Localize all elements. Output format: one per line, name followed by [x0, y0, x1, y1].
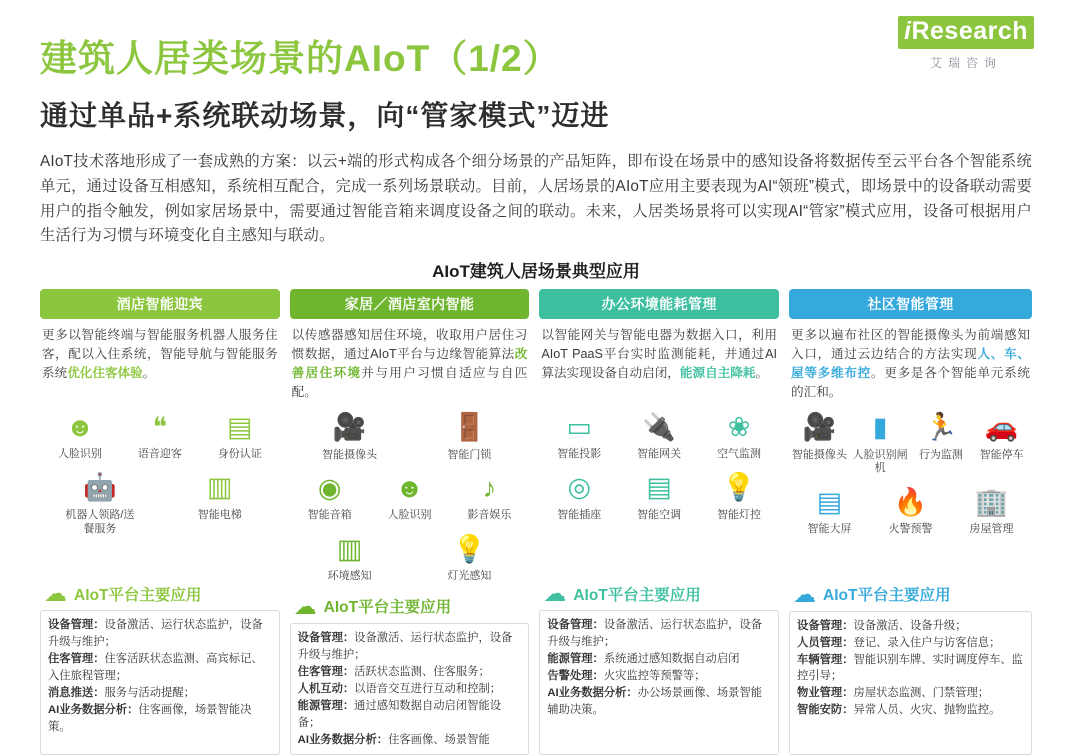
- bullet-text: 系统通过感知数据自动启闭: [603, 652, 740, 665]
- column-description: [290, 326, 530, 403]
- desc-tail: 。: [755, 366, 769, 381]
- smart-speaker-icon: ◉: [317, 472, 342, 503]
- icon-caption: 智能电梯: [197, 508, 242, 521]
- icon-caption: 智能投影: [557, 448, 602, 461]
- column-description: [789, 326, 1032, 403]
- list-item: [48, 617, 272, 651]
- bullet-text: 通过感知数据自动启闭智能设备；: [297, 699, 502, 729]
- icon-row: [290, 409, 530, 463]
- list-item: [48, 651, 272, 685]
- smart-projector-icon: ▭: [566, 411, 593, 442]
- bullet-text: 房屋状态监测、门禁管理；: [853, 687, 990, 700]
- column-description: [539, 326, 779, 402]
- list-item: [797, 702, 1024, 719]
- robot-guide-icon: 🤖: [83, 472, 117, 503]
- bullet-key: 住客管理：: [48, 652, 105, 665]
- page-title: 建筑人居类场景的AIoT（1/2）: [40, 38, 561, 79]
- icon-caption: 影音娱乐: [467, 509, 512, 522]
- list-item: [48, 685, 272, 702]
- bullet-text: 设备激活、运行状态监护，设备升级与维护；: [547, 619, 763, 648]
- smart-camera-icon: 🎥: [802, 412, 837, 443]
- list-item: [547, 651, 771, 668]
- platform-bar: [40, 582, 280, 605]
- list-item: [797, 635, 1024, 652]
- bullet-text: 设备激活、运行状态监护，设备升级与维护；: [48, 619, 263, 648]
- icon-caption: 智能门锁: [447, 448, 492, 461]
- icon-face-recognition: [42, 408, 118, 462]
- list-item: [547, 617, 771, 651]
- icon-smart-screen: [792, 483, 868, 537]
- platform-bar: [290, 592, 530, 619]
- icon-area: [539, 408, 779, 578]
- bullet-key: 物业管理：: [797, 687, 854, 700]
- icon-caption: 智能灯控: [717, 508, 762, 521]
- icon-caption: 房屋管理: [969, 523, 1014, 536]
- icon-smart-ac: [621, 469, 697, 523]
- list-item: [298, 630, 522, 664]
- column-office-energy: [539, 289, 779, 755]
- smart-elevator-icon: ▥: [206, 472, 233, 503]
- bullet-key: AI业务数据分析：: [48, 703, 139, 716]
- column-header: 社区智能管理: [789, 289, 1032, 319]
- desc-tail: 并与用户习惯自适应与自匹配。: [291, 366, 528, 400]
- platform-label: AIoT平台主要应用: [573, 586, 701, 604]
- icon-smart-projector: [541, 408, 617, 462]
- light-control-icon: 💡: [452, 533, 487, 564]
- column-header: 家居／酒店室内智能: [290, 289, 530, 319]
- bullet-text: 住客画像，场景智能决策。: [48, 703, 252, 733]
- icon-caption: 人脸识别闸机: [852, 448, 908, 475]
- bullet-text: 服务与活动提醒；: [104, 686, 195, 699]
- face-gate-icon: ▮: [872, 412, 888, 443]
- house-management-icon: 🏢: [974, 486, 1009, 517]
- desc-plain: 更多以智能终端与智能服务机器人服务住客，配以入住系统，智能导航与智能服务系统: [42, 328, 278, 381]
- icon-smart-lock: [431, 409, 507, 463]
- icon-row: [290, 530, 530, 584]
- icon-row: [539, 408, 779, 462]
- column-header: 酒店智能迎宾: [40, 289, 280, 319]
- bullet-key: 智能安防：: [797, 704, 854, 717]
- bullet-key: 设备管理：: [797, 619, 854, 632]
- icon-environment-sensing: [312, 530, 388, 584]
- icon-area: [789, 409, 1032, 579]
- icon-caption: 人脸识别: [387, 509, 432, 522]
- bullet-text: 设备激活、运行状态监护，设备升级与维护；: [297, 631, 513, 661]
- icon-caption: 行为监测: [918, 448, 963, 461]
- smart-ac-icon: ▤: [646, 472, 672, 503]
- platform-label: AIoT平台主要应用: [74, 586, 202, 604]
- icon-caption: 火警预警: [888, 523, 933, 536]
- logo-letter-i: i: [904, 17, 912, 45]
- bullet-text: 以语音交互进行互动和控制；: [354, 682, 502, 695]
- platform-bar: [539, 582, 779, 605]
- bullet-key: 设备管理：: [547, 619, 604, 632]
- column-description: [40, 326, 280, 402]
- desc-highlight: 能源自主降耗: [679, 366, 756, 381]
- smart-camera-icon: 🎥: [332, 412, 367, 443]
- icon-caption: 智能插座: [557, 508, 602, 521]
- icon-smart-camera: [312, 409, 388, 463]
- face-recognition-icon: ☻: [395, 472, 424, 503]
- desc-highlight: 优化住客体验: [67, 366, 143, 381]
- icon-area: [290, 409, 530, 591]
- icon-caption: 智能停车: [979, 448, 1024, 461]
- icon-caption: 环境感知: [327, 570, 372, 583]
- icon-smart-gateway: [621, 408, 697, 462]
- icon-fire-alarm: [873, 483, 949, 537]
- icon-air-monitor: [701, 408, 777, 462]
- cloud-icon: ☁: [44, 580, 67, 607]
- platform-label: AIoT平台主要应用: [323, 599, 452, 617]
- platform-bar: [789, 580, 1032, 607]
- icon-caption: 智能摄像头: [322, 448, 378, 461]
- icon-caption: 语音迎客: [137, 448, 182, 461]
- bullet-text: 智能识别车牌、实时调度停车、监控引导；: [797, 653, 1023, 683]
- icon-caption: 智能摄像头: [791, 448, 847, 461]
- bullet-list: [290, 623, 530, 755]
- page-subtitle: 通过单品+系统联动场景，向“管家模式”迈进: [40, 100, 610, 131]
- logo-subtitle: 艾瑞咨询: [929, 56, 1002, 70]
- icon-area: [40, 408, 280, 578]
- bullet-text: 住客活跃状态监测、高宾标记、入住旅程管理；: [48, 652, 263, 682]
- iresearch-logo: [898, 16, 1028, 71]
- bullet-key: 消息推送：: [48, 686, 105, 699]
- icon-audio-entertainment: [451, 469, 527, 523]
- icon-caption: 机器人领路/送餐服务: [65, 508, 135, 535]
- smart-screen-icon: ▤: [816, 486, 843, 517]
- desc-plain: 以智能网关与智能电器为数据入口，利用AIoT PaaS平台实时监测能耗，并通过AI算法实现设备自动启闭，: [541, 328, 778, 381]
- bullet-key: 设备管理：: [297, 631, 355, 644]
- smart-gateway-icon: 🔌: [642, 411, 676, 442]
- list-item: [298, 698, 522, 732]
- diagram-title: AIoT建筑人居场景典型应用: [432, 262, 640, 282]
- icon-smart-socket: [541, 469, 617, 523]
- icon-row: [789, 483, 1032, 537]
- icon-row: [40, 408, 280, 462]
- list-item: [797, 618, 1024, 635]
- bullet-key: 告警处理：: [547, 669, 604, 682]
- icon-caption: 灯光感知: [447, 570, 492, 583]
- icon-behavior-monitor: [911, 409, 972, 477]
- icon-smart-camera: [789, 409, 850, 477]
- icon-face-gate: [850, 409, 911, 477]
- platform-label: AIoT平台主要应用: [823, 587, 951, 605]
- desc-tail: 。: [142, 366, 156, 381]
- id-verification-icon: ▤: [226, 411, 253, 442]
- audio-entertainment-icon: ♪: [482, 472, 497, 503]
- bullet-text: 办公场景画像、场景智能辅助决策。: [547, 686, 763, 716]
- desc-plain: 以传感器感知居住环境，收取用户居住习惯数据，通过AIoT平台与边缘智能算法: [291, 328, 528, 362]
- list-item: [298, 664, 522, 681]
- icon-light-control: [431, 530, 507, 584]
- intro-paragraph: AIoT技术落地形成了一套成熟的方案：以云+端的形式构成各个细分场景的产品矩阵，即布设在场景中的感知设备将数据传至云平台各个智能系统单元，通过设备互相感知，系统相互配合，完成一系列场景联动。目前，人居场景的AIoT应用主要表现为AI“领班”模式，即场景中的设备联动需要用户的指令触发，例如家居场景中，需要通过智能音箱来调度设备之间的联动。未来，人居类场景将可以实现AI“管家”模式应用，设备可根据用户生活行为习惯与环境变化自主感知与联动。: [40, 153, 1032, 245]
- air-monitor-icon: ❀: [727, 411, 751, 442]
- list-item: [298, 681, 522, 698]
- icon-face-recognition: [372, 469, 448, 523]
- bullet-text: 火灾监控等预警等；: [603, 669, 706, 682]
- icon-smart-parking: [971, 409, 1032, 477]
- logo-main: [898, 16, 1034, 49]
- bullet-text: 活跃状态监测、住客服务；: [354, 665, 490, 678]
- bullet-text: 异常人员、火灾、抛物监控。: [853, 704, 1001, 717]
- icon-caption: 空气监测: [717, 448, 762, 461]
- behavior-monitor-icon: 🏃: [924, 412, 958, 443]
- icon-smart-elevator: [182, 469, 258, 537]
- environment-sensing-icon: ▥: [336, 533, 363, 564]
- icon-row: [40, 469, 280, 537]
- icon-row: [789, 409, 1032, 477]
- bullet-text: 登记、录入住户与访客信息；: [853, 636, 1001, 649]
- smart-socket-icon: ◎: [567, 472, 592, 503]
- icon-caption: 智能大屏: [807, 523, 852, 536]
- bullet-text: 设备激活、设备升级；: [853, 619, 967, 632]
- list-item: [797, 685, 1024, 702]
- voice-greeting-icon: ❝: [152, 411, 168, 442]
- desc-plain: 更多以遍布社区的智能摄像头为前端感知入口，通过云边结合的方法实现: [791, 328, 1031, 362]
- column-community-management: [789, 289, 1032, 755]
- cloud-icon: ☁: [293, 592, 317, 619]
- icon-row: [539, 469, 779, 523]
- smart-parking-icon: 🚗: [984, 412, 1019, 443]
- icon-caption: 身份认证: [217, 448, 262, 461]
- bullet-key: 车辆管理：: [797, 653, 854, 666]
- bullet-key: 住客管理：: [297, 665, 355, 678]
- bullet-list: [40, 610, 280, 755]
- bullet-key: 能源管理：: [297, 699, 355, 712]
- icon-smart-lighting: [701, 469, 777, 523]
- face-recognition-icon: ☻: [65, 411, 95, 442]
- smart-lighting-icon: 💡: [722, 472, 756, 503]
- bullet-key: 能源管理：: [547, 652, 604, 665]
- cloud-icon: ☁: [543, 580, 567, 607]
- icon-caption: 智能网关: [637, 448, 682, 461]
- column-hotel-welcome: [40, 289, 280, 755]
- list-item: [797, 652, 1024, 686]
- bullet-key: 人机互动：: [297, 682, 355, 695]
- icon-house-management: [954, 483, 1030, 537]
- bullet-list: [539, 610, 779, 755]
- icon-robot-guide: [62, 469, 138, 537]
- list-item: [48, 702, 272, 736]
- icon-caption: 智能空调: [637, 508, 682, 521]
- bullet-list: [789, 611, 1032, 755]
- bullet-text: 住客画像、场景智能: [388, 733, 490, 746]
- bullet-key: AI业务数据分析：: [547, 686, 638, 699]
- list-item: [547, 668, 771, 685]
- columns-container: [40, 289, 1032, 755]
- icon-caption: 人脸识别: [57, 448, 102, 461]
- fire-alarm-icon: 🔥: [893, 486, 928, 517]
- bullet-key: 人员管理：: [797, 636, 854, 649]
- icon-caption: 智能音箱: [307, 509, 352, 522]
- icon-voice-greeting: [122, 408, 198, 462]
- cloud-icon: ☁: [793, 580, 817, 607]
- icon-row: [290, 469, 530, 523]
- smart-lock-icon: 🚪: [452, 412, 487, 443]
- logo-word: Research: [911, 17, 1029, 45]
- desc-highlight: 人、车、屋等多维布控: [791, 347, 1031, 381]
- desc-highlight: 改善居住环境: [291, 347, 528, 381]
- column-home-hotel-indoor: [290, 289, 530, 755]
- desc-tail: 。更多是各个智能单元系统的汇和。: [791, 366, 1031, 400]
- bullet-key: 设备管理：: [48, 619, 105, 632]
- icon-smart-speaker: [292, 469, 368, 523]
- list-item: [298, 732, 522, 749]
- icon-id-verification: [202, 408, 278, 462]
- bullet-key: AI业务数据分析：: [297, 733, 389, 746]
- column-header: 办公环境能耗管理: [539, 289, 779, 319]
- list-item: [547, 685, 771, 719]
